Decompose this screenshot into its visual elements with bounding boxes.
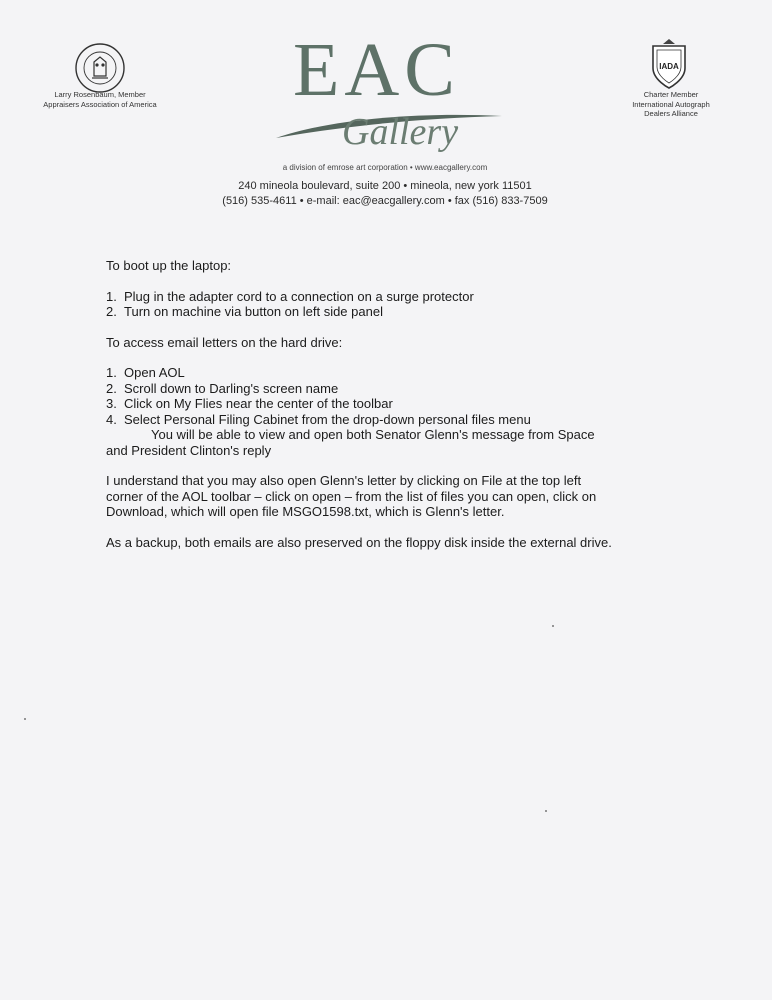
eac-gallery-logo: [250, 30, 520, 170]
list-item: [106, 304, 726, 320]
view-note-line-1: You will be able to view and open both Senator Glenn's message from Space: [151, 427, 595, 442]
list-item: [106, 289, 726, 305]
step-text: Plug in the adapter cord to a connection on a surge protector: [124, 288, 474, 304]
right-member-line-1: Charter Member: [643, 90, 699, 99]
step-text: Open AOL: [124, 365, 185, 380]
list-item: [106, 365, 726, 381]
boot-steps-list: [106, 289, 726, 320]
letterhead-contact: (516) 535-4611 • e-mail: eac@eacgallery.com • fax (516) 833-7509: [222, 195, 548, 207]
list-item: [106, 396, 726, 412]
step-text: Select Personal Filing Cabinet from the drop-down personal files menu: [124, 411, 531, 427]
step-number: 2.: [106, 380, 117, 396]
letterhead-tagline: a division of emrose art corporation • www.eacgallery.com: [282, 163, 488, 172]
scan-speck: [552, 625, 554, 627]
left-member-line-2: Appraisers Association of America: [43, 100, 157, 109]
alt-instructions-line-2: corner of the AOL toolbar – click on open – from the list of files you can open, click on: [106, 488, 597, 504]
right-member-line-3: Dealers Alliance: [644, 109, 698, 118]
step-text: Scroll down to Darling's screen name: [124, 380, 339, 396]
iada-badge-icon: [647, 38, 691, 90]
right-member-line-2: International Autograph: [632, 99, 710, 109]
appraisers-association-seal-icon: [74, 42, 126, 94]
right-member-caption: [596, 90, 746, 119]
iada-badge-text: IADA: [659, 62, 679, 71]
list-item: [106, 381, 726, 397]
logo-eac-text: EAC: [293, 28, 460, 112]
scan-speck: [545, 810, 547, 812]
left-member-caption: [20, 90, 180, 110]
list-item: [106, 412, 726, 428]
step-text: Click on My Flies near the center of the toolbar: [124, 396, 393, 411]
step-number: 1.: [106, 365, 117, 380]
logo-gallery-text: Gallery: [342, 111, 459, 153]
step-text: Turn on machine via button on left side panel: [124, 304, 383, 319]
step-number: 4.: [106, 411, 117, 427]
backup-note: As a backup, both emails are also preserved on the floppy disk inside the external drive.: [106, 534, 612, 550]
alt-instructions-line-3: Download, which will open file MSGO1598.txt, which is Glenn's letter.: [106, 504, 505, 519]
letterhead-address: 240 mineola boulevard, suite 200 • mineola, new york 11501: [238, 180, 532, 192]
email-heading: To access email letters on the hard drive:: [106, 334, 343, 350]
letter-body: [106, 258, 726, 550]
step-number: 1.: [106, 288, 117, 304]
step-number: 3.: [106, 396, 117, 411]
left-member-line-1: Larry Rosenbaum, Member: [54, 90, 146, 99]
alt-instructions-line-1: I understand that you may also open Glenn's letter by clicking on File at the top left: [106, 473, 582, 488]
email-steps-list: [106, 365, 726, 427]
scan-speck: [24, 718, 26, 720]
boot-heading: To boot up the laptop:: [106, 258, 232, 273]
view-note-line-2: and President Clinton's reply: [106, 442, 272, 458]
step-number: 2.: [106, 304, 117, 319]
